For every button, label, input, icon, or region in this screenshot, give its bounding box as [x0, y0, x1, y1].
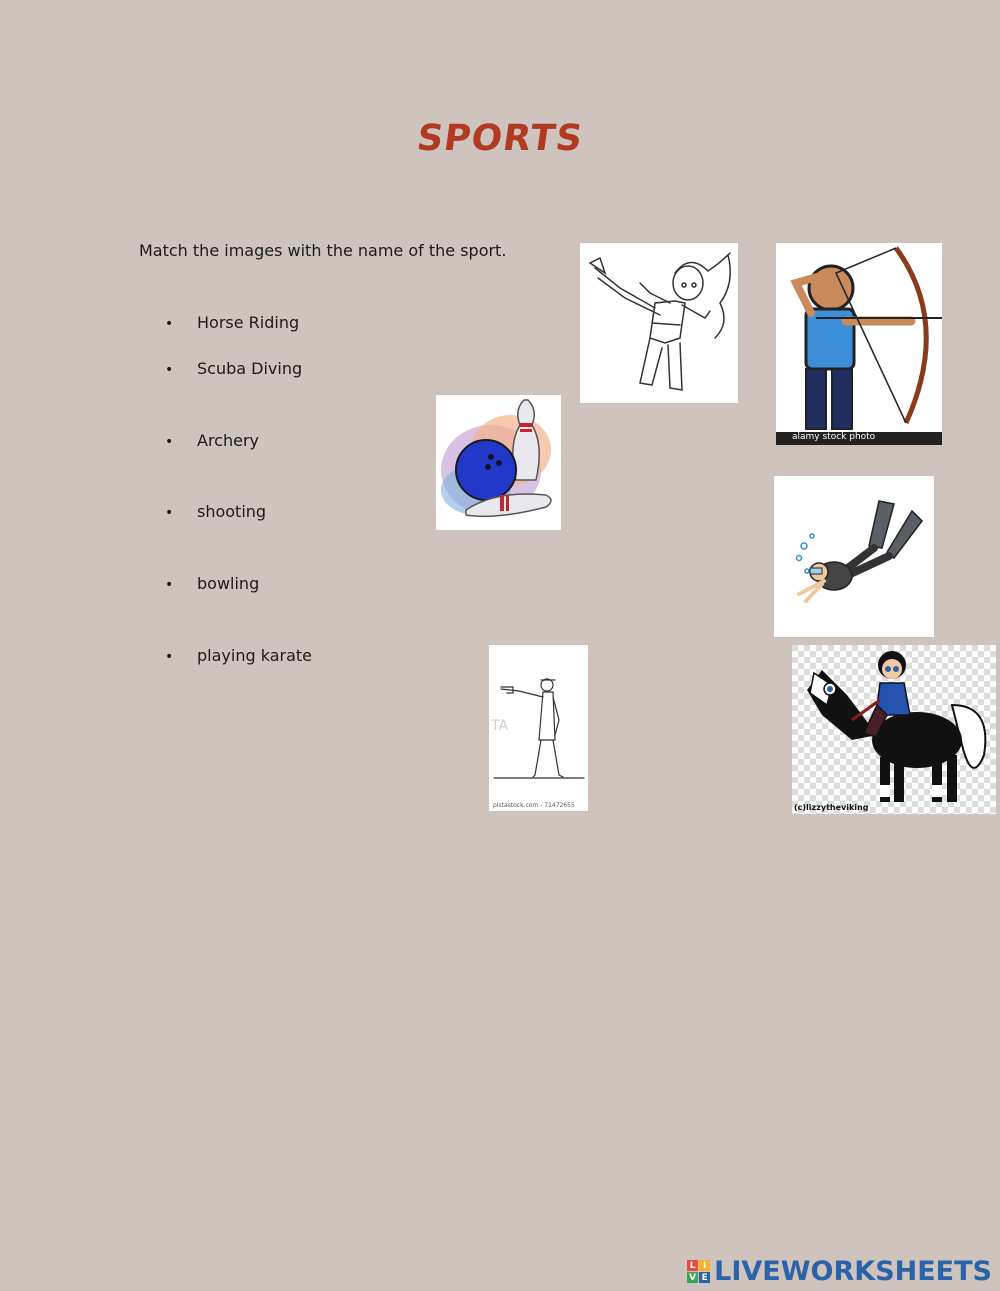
- archery-watermark: alamy stock photo: [792, 432, 876, 442]
- sport-label-scuba-diving: Scuba Diving: [197, 359, 303, 378]
- logo-letter: I: [699, 1260, 710, 1271]
- shooting-image[interactable]: [489, 645, 588, 811]
- instruction-text: Match the images with the name of the sport.: [139, 241, 507, 260]
- list-item: [165, 646, 312, 665]
- bullet: •: [165, 577, 174, 593]
- horse-riding-image[interactable]: [792, 645, 996, 814]
- sport-label-shooting: shooting: [197, 502, 267, 521]
- bullet: •: [165, 316, 174, 332]
- list-item: [165, 359, 302, 378]
- sport-label-playing-karate: playing karate: [197, 646, 312, 665]
- list-item: [165, 313, 299, 332]
- liveworksheets-logo[interactable]: [687, 1256, 992, 1287]
- logo-letter: E: [699, 1272, 710, 1283]
- bullet: •: [165, 505, 174, 521]
- sport-label-archery: Archery: [197, 431, 259, 450]
- logo-letter: V: [687, 1272, 698, 1283]
- karate-image[interactable]: [580, 243, 738, 403]
- list-item: [165, 574, 259, 593]
- bowling-image[interactable]: [436, 395, 561, 530]
- bullet: •: [165, 649, 174, 665]
- page-title: SPORTS: [414, 118, 586, 159]
- bullet: •: [165, 434, 174, 450]
- logo-mark-icon: [687, 1260, 710, 1283]
- list-item: [165, 431, 259, 450]
- bullet: •: [165, 362, 174, 378]
- sport-label-bowling: bowling: [197, 574, 260, 593]
- shooting-watermark: plstastock.com - 71472655: [493, 802, 575, 809]
- scuba-diving-image[interactable]: [774, 476, 934, 637]
- logo-letter: L: [687, 1260, 698, 1271]
- sport-label-horse-riding: Horse Riding: [197, 313, 300, 332]
- svg-text:TA: TA: [491, 718, 509, 734]
- horse-watermark: (c)lizzytheviking: [794, 803, 869, 812]
- list-item: [165, 502, 266, 521]
- archery-image[interactable]: [776, 243, 942, 445]
- logo-text: LIVEWORKSHEETS: [714, 1256, 992, 1287]
